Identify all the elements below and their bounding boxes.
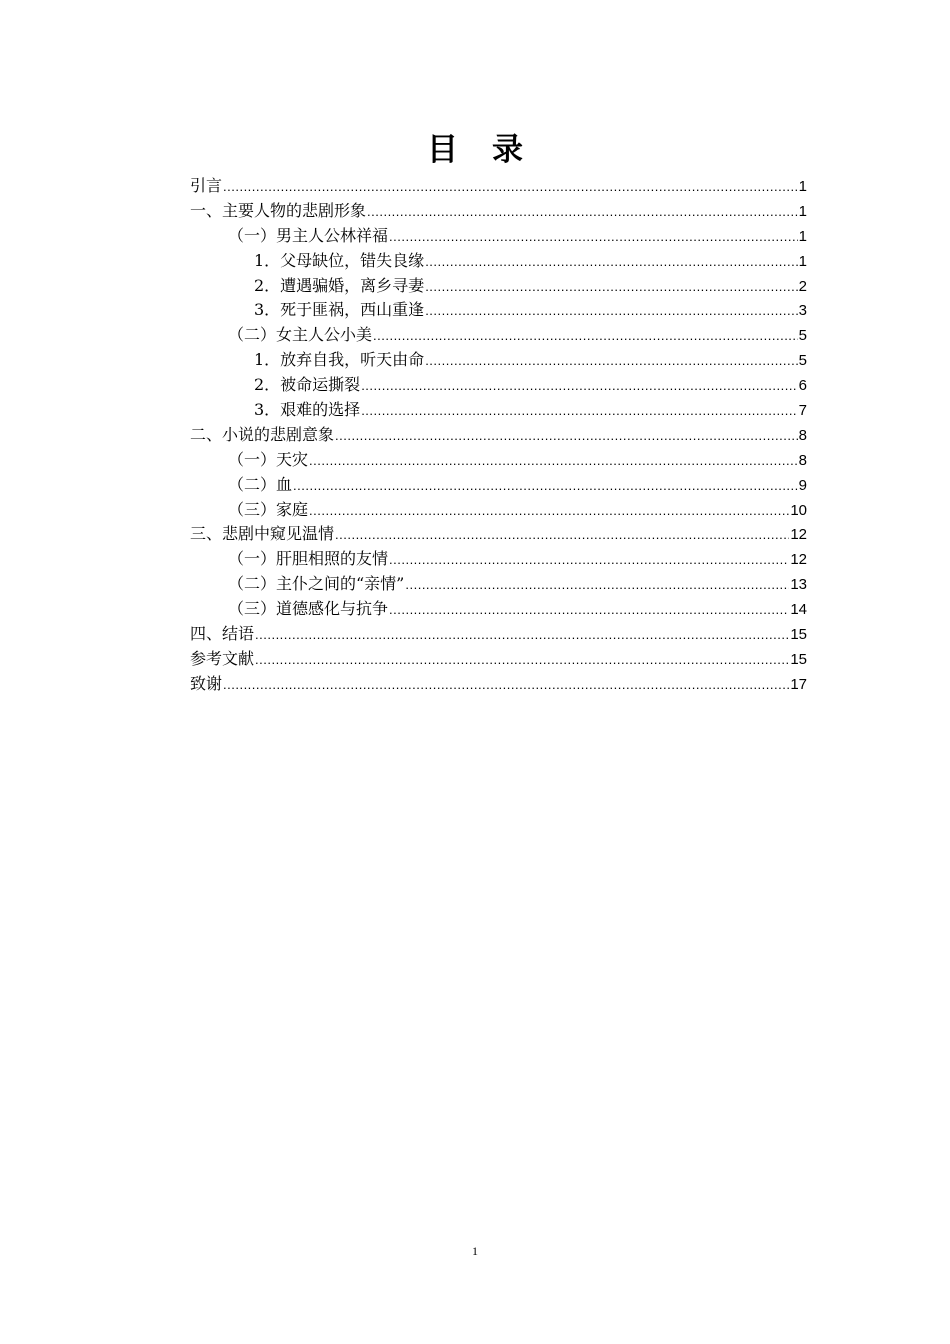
toc-entry[interactable] [190,298,807,323]
toc-entry-text: （一）天灾 [228,449,309,469]
toc-entry-text: （二）血 [228,474,293,494]
table-of-contents [190,174,807,697]
toc-entry-page: 17 [790,675,807,693]
toc-entry-page: 12 [790,551,807,569]
toc-dot-leader [223,175,798,200]
toc-entry-text: （二）女主人公小美 [228,325,373,345]
toc-entry[interactable] [190,249,807,274]
toc-entry-page: 3 [798,302,807,320]
toc-entry[interactable] [190,498,807,523]
toc-entry-text: 致谢 [190,673,223,693]
toc-dot-leader [255,648,789,673]
toc-entry-text: 一、主要人物的悲剧形象 [190,200,367,220]
toc-entry[interactable] [190,672,807,697]
toc-dot-leader [309,499,789,524]
toc-entry-text: 参考文献 [190,648,255,668]
toc-entry-text: 二、小说的悲剧意象 [190,424,335,444]
toc-entry-page: 14 [790,601,807,619]
toc-entry-text: 2．被命运撕裂 [254,375,361,395]
toc-entry[interactable] [190,323,807,348]
toc-entry-page: 10 [790,501,807,519]
toc-dot-leader [425,275,797,300]
toc-entry-page: 7 [798,402,807,420]
page-number: 1 [472,1244,478,1258]
toc-entry-page: 1 [798,252,807,270]
toc-entry-page: 15 [790,650,807,668]
toc-dot-leader [389,548,789,573]
toc-entry-text: 3．死于匪祸，西山重逢 [254,300,425,320]
toc-entry-page: 1 [798,178,807,195]
toc-entry[interactable] [190,398,807,423]
toc-entry-text: 四、结语 [190,624,255,644]
toc-entry[interactable] [190,572,807,597]
toc-entry[interactable] [190,348,807,373]
toc-entry[interactable] [190,423,807,448]
toc-entry-text: 1．放弃自我，听天由命 [254,350,425,370]
toc-dot-leader [425,250,797,275]
toc-entry[interactable] [190,622,807,647]
toc-entry-page: 8 [798,451,807,469]
toc-entry-page: 5 [798,352,807,370]
toc-dot-leader [293,474,798,499]
toc-entry[interactable] [190,473,807,498]
page-title: 目录 [427,132,557,168]
toc-entry-page: 12 [790,526,807,544]
toc-entry[interactable] [190,274,807,299]
toc-dot-leader [389,598,789,623]
toc-entry-text: 2．遭遇骗婚，离乡寻妻 [254,275,425,295]
toc-entry-text: 引言 [190,176,223,195]
toc-entry-text: 3．艰难的选择 [254,400,361,420]
toc-entry-text: （三）家庭 [228,499,309,519]
toc-entry-text: （二）主仆之间的“亲情” [228,574,405,594]
toc-entry[interactable] [190,199,807,224]
toc-dot-leader [255,623,789,648]
toc-dot-leader [223,673,789,698]
toc-entry-page: 1 [798,202,807,220]
toc-dot-leader [309,449,798,474]
toc-entry[interactable] [190,373,807,398]
toc-entry-page: 15 [790,626,807,644]
toc-entry-page: 13 [790,576,807,594]
toc-entry-text: 1．父母缺位，错失良缘 [254,250,425,270]
toc-dot-leader [361,399,797,424]
toc-entry-text: （三）道德感化与抗争 [228,599,389,619]
toc-entry-page: 2 [798,277,807,295]
toc-entry-page: 8 [798,426,807,444]
toc-dot-leader [425,349,797,374]
toc-dot-leader [335,523,789,548]
toc-entry-page: 5 [798,327,807,345]
toc-dot-leader [367,200,798,225]
toc-entry[interactable] [190,448,807,473]
toc-entry-page: 6 [798,377,807,395]
toc-entry-text: （一）男主人公林祥福 [228,225,389,245]
toc-dot-leader [361,374,797,399]
toc-dot-leader [373,324,798,349]
toc-entry[interactable] [190,597,807,622]
toc-dot-leader [405,573,789,598]
toc-entry-text: （一）肝胆相照的友情 [228,549,389,569]
toc-entry[interactable] [190,174,807,199]
toc-entry-text: 三、悲剧中窥见温情 [190,524,335,544]
toc-entry-page: 1 [798,227,807,245]
toc-dot-leader [335,424,798,449]
toc-entry[interactable] [190,224,807,249]
toc-entry[interactable] [190,547,807,572]
toc-dot-leader [389,225,798,250]
toc-entry[interactable] [190,522,807,547]
toc-dot-leader [425,299,797,324]
toc-entry[interactable] [190,647,807,672]
toc-entry-page: 9 [798,476,807,494]
